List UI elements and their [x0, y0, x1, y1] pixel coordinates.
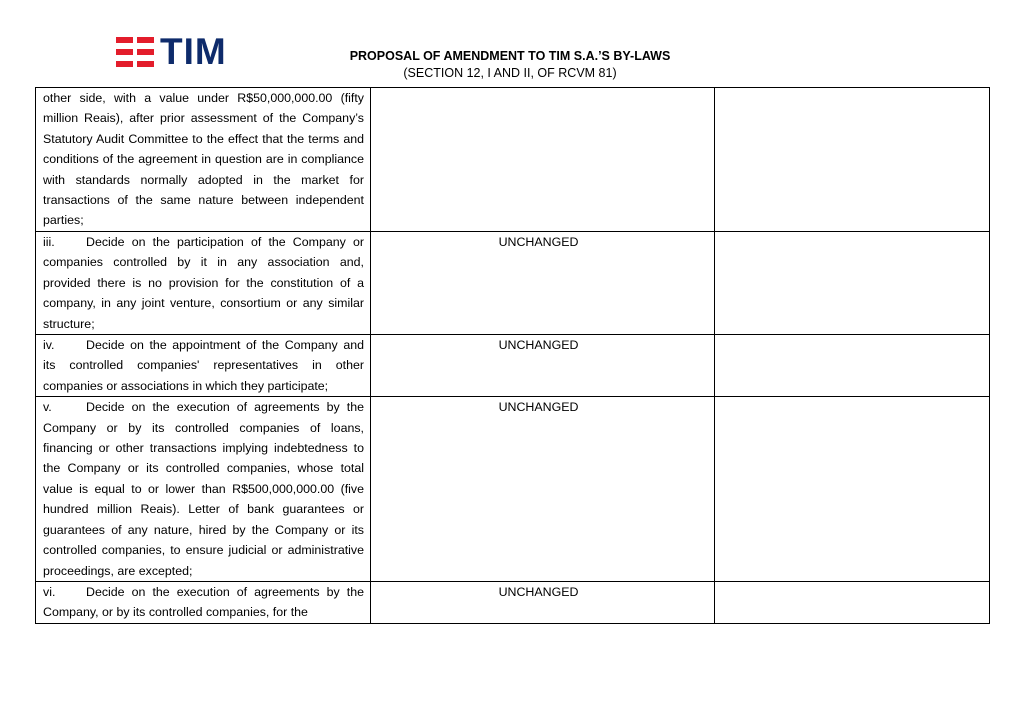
current-text: Decide on the appointment of the Company and its controlled companies' representatives in other companies or associations in which they participate;	[43, 338, 364, 393]
proposal-text: UNCHANGED	[498, 235, 579, 249]
logo-wordmark: TIM	[160, 31, 227, 72]
current-text-cell	[36, 232, 371, 335]
current-text-cell	[36, 581, 371, 623]
document-title: PROPOSAL OF AMENDMENT TO TIM S.A.’S BY-LAWS	[349, 49, 671, 63]
proposal-cell	[371, 232, 715, 335]
item-numeral: v.	[43, 400, 52, 415]
current-text: other side, with a value under R$50,000,000.00 (fifty million Reais), after prior assessment of the Company’s Statutory Audit Committee to the effect that the terms and conditions of the agreement in question are in compliance with standards normally adopted in the market for transactions of the same nature between independent parties;	[43, 91, 364, 228]
current-text: Decide on the participation of the Company or companies controlled by it in any association and, provided there is no provision for the constitution of a company, in any joint venture, consortium or any similar structure;	[43, 235, 364, 331]
proposal-text: UNCHANGED	[498, 400, 579, 415]
justification-cell	[715, 232, 990, 335]
proposal-cell	[371, 335, 715, 397]
table-row	[36, 581, 990, 623]
current-text-cell	[36, 335, 371, 397]
justification-cell	[715, 88, 990, 232]
current-text: Decide on the execution of agreements by the Company, or by its controlled companies, for the	[43, 584, 364, 620]
justification-cell	[715, 581, 990, 623]
table-row	[36, 88, 990, 232]
table-row	[36, 397, 990, 582]
item-numeral: iii.	[43, 235, 55, 249]
document-header	[300, 48, 720, 81]
table-row	[36, 232, 990, 335]
justification-cell	[715, 335, 990, 397]
proposal-cell	[371, 88, 715, 232]
amendment-table	[35, 87, 990, 624]
proposal-cell	[371, 581, 715, 623]
current-text-cell	[36, 88, 371, 232]
proposal-cell	[371, 397, 715, 582]
justification-cell	[715, 397, 990, 582]
current-text-cell	[36, 397, 371, 582]
proposal-text: UNCHANGED	[498, 584, 579, 599]
tim-stripes-icon	[116, 37, 154, 67]
document-subtitle: (SECTION 12, I AND II, OF RCVM 81)	[403, 66, 617, 80]
item-numeral: vi.	[43, 584, 56, 599]
current-text: Decide on the execution of agreements by the Company or by its controlled companies of loans, financing or other transactions implying indebtedness to the Company or its controlled companies, whose total value is equal to or lower than R$500,000,000.00 (five hundred million Reais). Letter of bank guarantees or guarantees of any nature, hired by the Company or its controlled companies, to ensure judicial or administrative proceedings, are excepted;	[43, 400, 364, 578]
item-numeral: iv.	[43, 338, 55, 353]
proposal-text: UNCHANGED	[498, 338, 579, 353]
table-row	[36, 335, 990, 397]
tim-logo	[116, 31, 227, 72]
